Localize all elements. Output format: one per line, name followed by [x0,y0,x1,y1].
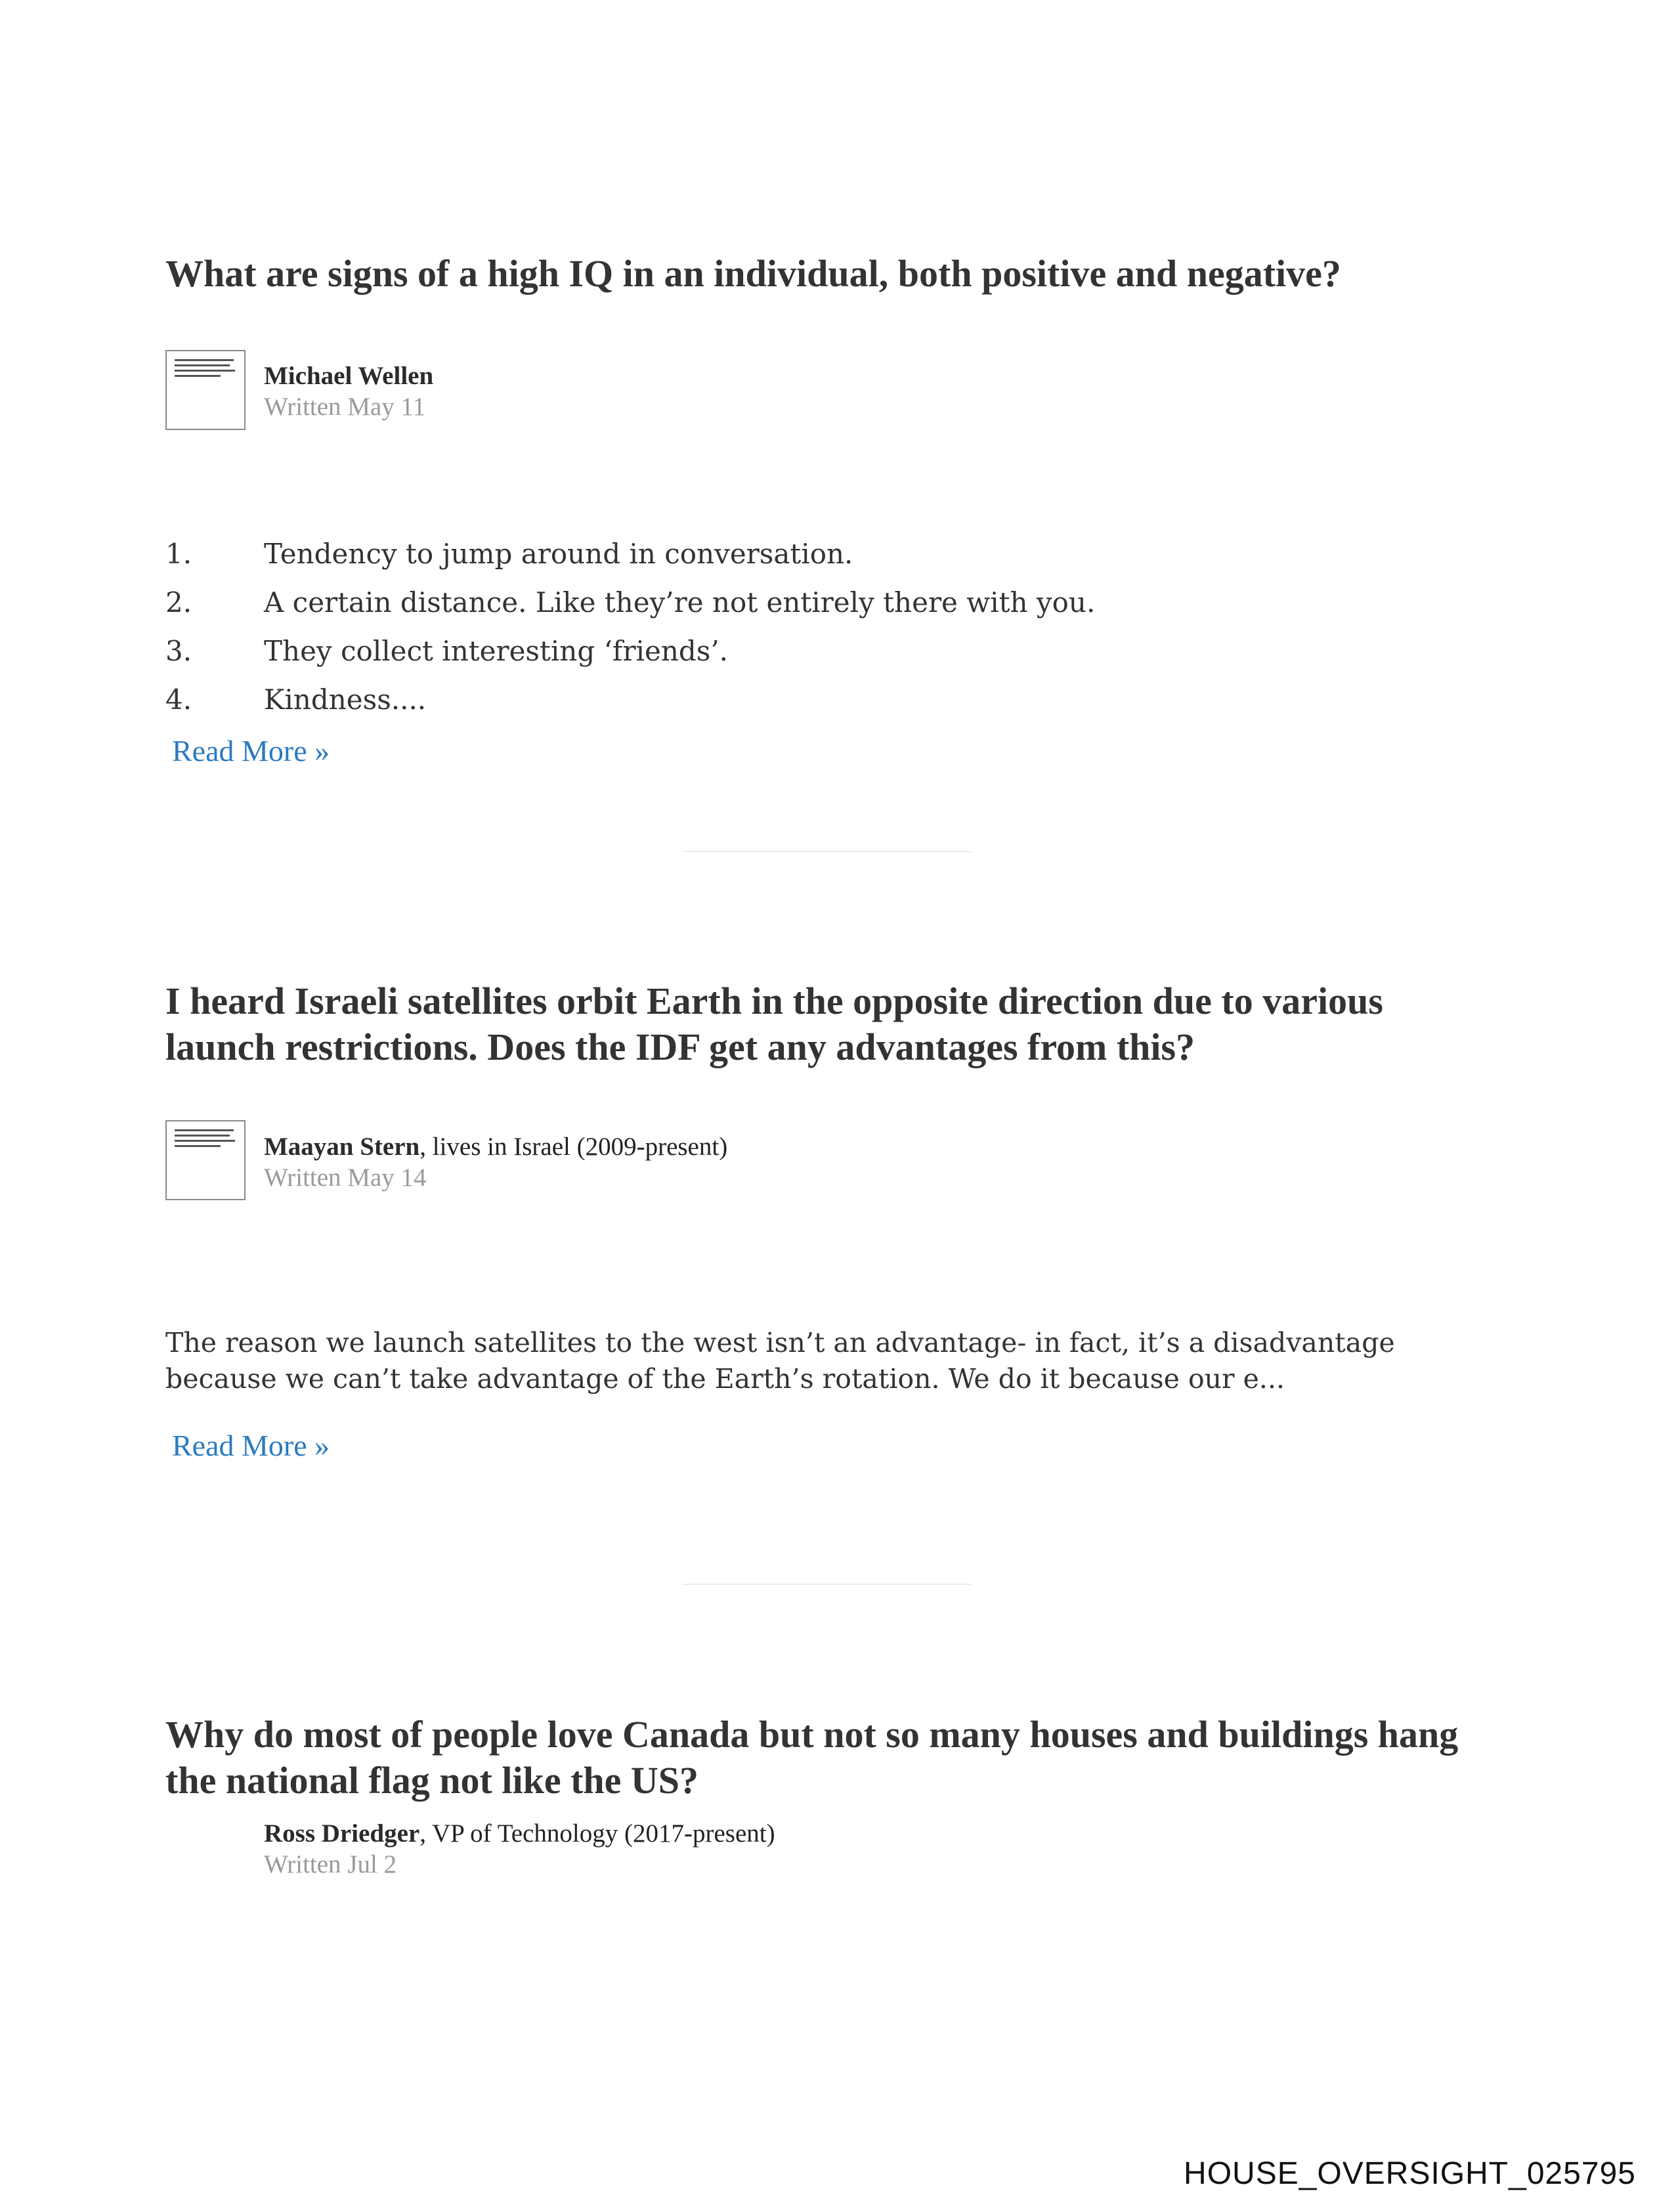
author-line [264,1819,775,1849]
author-line [264,1132,727,1162]
read-more-link[interactable]: Read More » [172,734,330,768]
question-title[interactable]: I heard Israeli satellites orbit Earth in the opposite direction due to various launch restrictions. Does the IDF get any advantages from this? [165,980,1383,1068]
list-number: 1. [165,538,192,570]
written-date[interactable]: Written May 14 [264,1163,427,1192]
author-name[interactable]: Ross Driedger [264,1819,420,1848]
author-credential: , VP of Technology (2017-present) [419,1819,775,1848]
author-line [264,361,433,391]
question-title[interactable]: What are signs of a high IQ in an individual, both positive and negative? [165,252,1341,295]
author-credential: , lives in Israel (2009-present) [419,1133,728,1161]
list-text: They collect interesting ‘friends’. [264,635,729,667]
answer-excerpt: The reason we launch satellites to the west isn’t an advantage- in fact, it’s a disadvantage because we can’t take advantage of the Earth’s rotation. We do it because our e... [165,1327,1395,1395]
list-text: Tendency to jump around in conversation. [264,538,853,570]
list-number: 4. [165,683,192,716]
author-avatar[interactable] [165,1120,246,1200]
list-text: A certain distance. Like they’re not entirely there with you. [264,586,1096,618]
divider [683,1584,972,1585]
author-avatar[interactable] [165,350,246,430]
question-title[interactable]: Why do most of people love Canada but not so many houses and buildings hang the national flag not like the US? [165,1713,1459,1802]
list-number: 2. [165,586,192,618]
divider [683,851,972,852]
list-number: 3. [165,635,192,667]
author-name[interactable]: Maayan Stern [264,1133,420,1161]
list-text: Kindness.... [264,683,427,716]
bates-number: HOUSE_OVERSIGHT_025795 [1184,2156,1636,2191]
written-date[interactable]: Written Jul 2 [264,1850,397,1878]
read-more-link[interactable]: Read More » [172,1429,330,1462]
written-date[interactable]: Written May 11 [264,393,426,421]
author-name[interactable]: Michael Wellen [264,362,434,390]
